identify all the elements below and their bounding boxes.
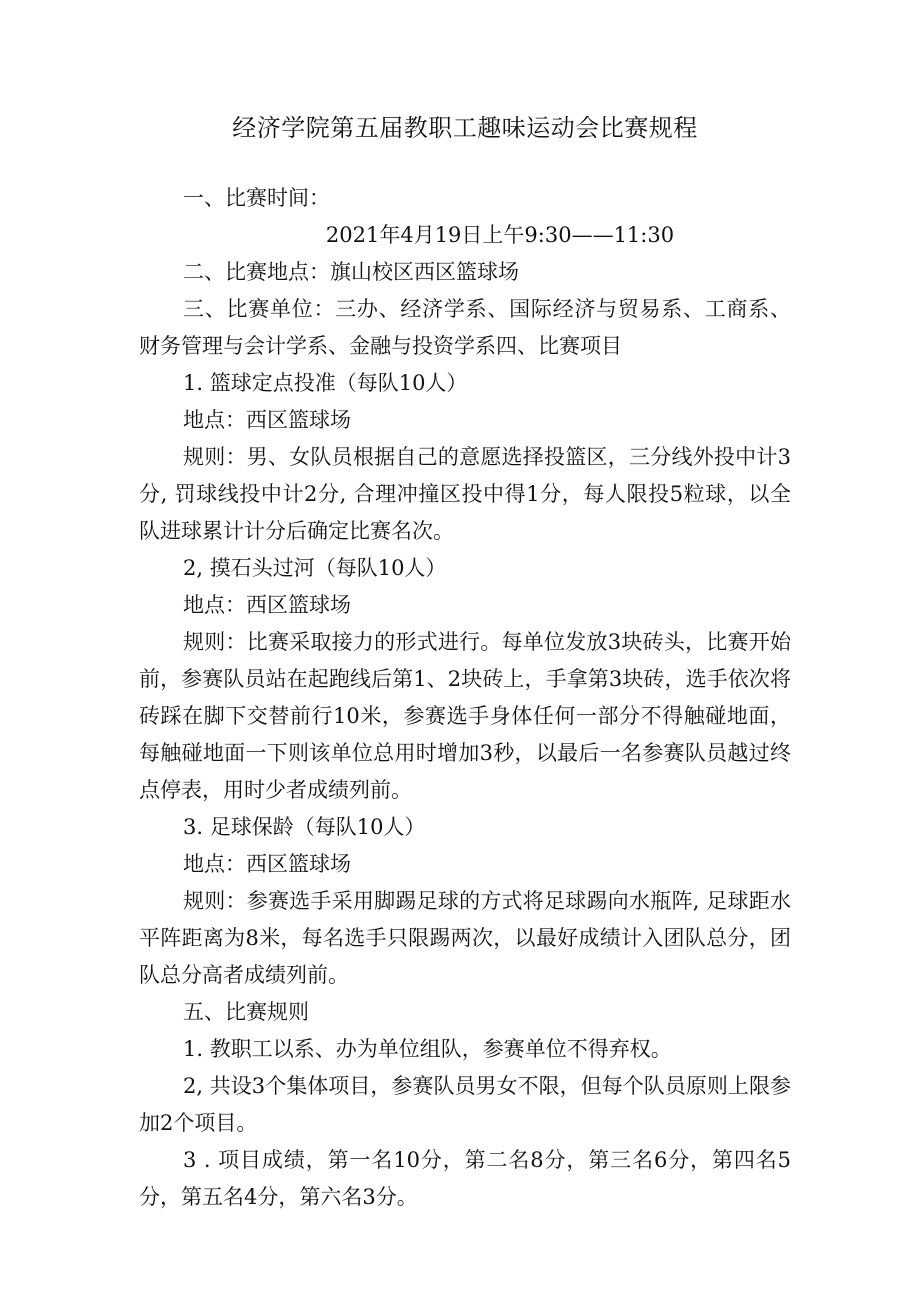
event-3-rules: 规则：参赛选手采用脚踢足球的方式将足球踢向水瓶阵, 足球距水平阵距离为8米，每名选手只限踢两次，以最好成绩计入团队总分，团队总分高者成绩列前。 (139, 889, 791, 987)
event-2-rules: 规则：比赛采取接力的形式进行。每单位发放3块砖头，比赛开始前，参赛队员站在起跑线后第1、2块砖上，手拿第3块砖，选手依次将砖踩在脚下交替前行10米，参赛选手身体任何一部分不得触碰地面，每触碰地面一下则该单位总用时增加3秒，以最后一名参赛队员越过终点停表，用时少者成绩列前。 (139, 630, 791, 802)
rule-2: 2, 共设3个集体项目，参赛队员男女不限，但每个队员原则上限参加2个项目。 (139, 1074, 791, 1135)
document-title: 经济学院第五届教职工趣味运动会比赛规程 (232, 114, 698, 142)
event-1-location: 地点：西区篮球场 (183, 408, 351, 432)
rule-1: 1. 教职工以系、办为单位组队，参赛单位不得弃权。 (183, 1037, 672, 1061)
section-heading-rules: 五、比赛规则 (183, 1000, 309, 1024)
section-heading-time: 一、比赛时间： (183, 186, 330, 210)
section-participants: 三、比赛单位：三办、经济学系、国际经济与贸易系、工商系、财务管理与会计学系、金融与投资学系四、比赛项目 (139, 297, 791, 358)
event-3-title: 3. 足球保龄（每队10人） (183, 815, 426, 839)
event-2-title: 2, 摸石头过河（每队10人） (183, 556, 447, 580)
section-heading-location: 二、比赛地点：旗山校区西区篮球场 (183, 260, 519, 284)
event-1-title: 1. 篮球定点投准（每队10人） (183, 371, 468, 395)
event-3-location: 地点：西区篮球场 (183, 852, 351, 876)
rule-3: 3 . 项目成绩，第一名10分，第二名8分，第三名6分，第四名5分，第五名4分，第六名3分。 (139, 1148, 791, 1209)
document-body (139, 180, 791, 1216)
event-1-rules: 规则：男、女队员根据自己的意愿选择投篮区，三分线外投中计3分, 罚球线投中计2分, 合理冲撞区投中得1分，每人限投5粒球，以全队进球累计计分后确定比赛名次。 (139, 445, 791, 543)
event-2-location: 地点：西区篮球场 (183, 593, 351, 617)
event-time: 2021年4月19日上午9:30——11:30 (325, 223, 675, 247)
